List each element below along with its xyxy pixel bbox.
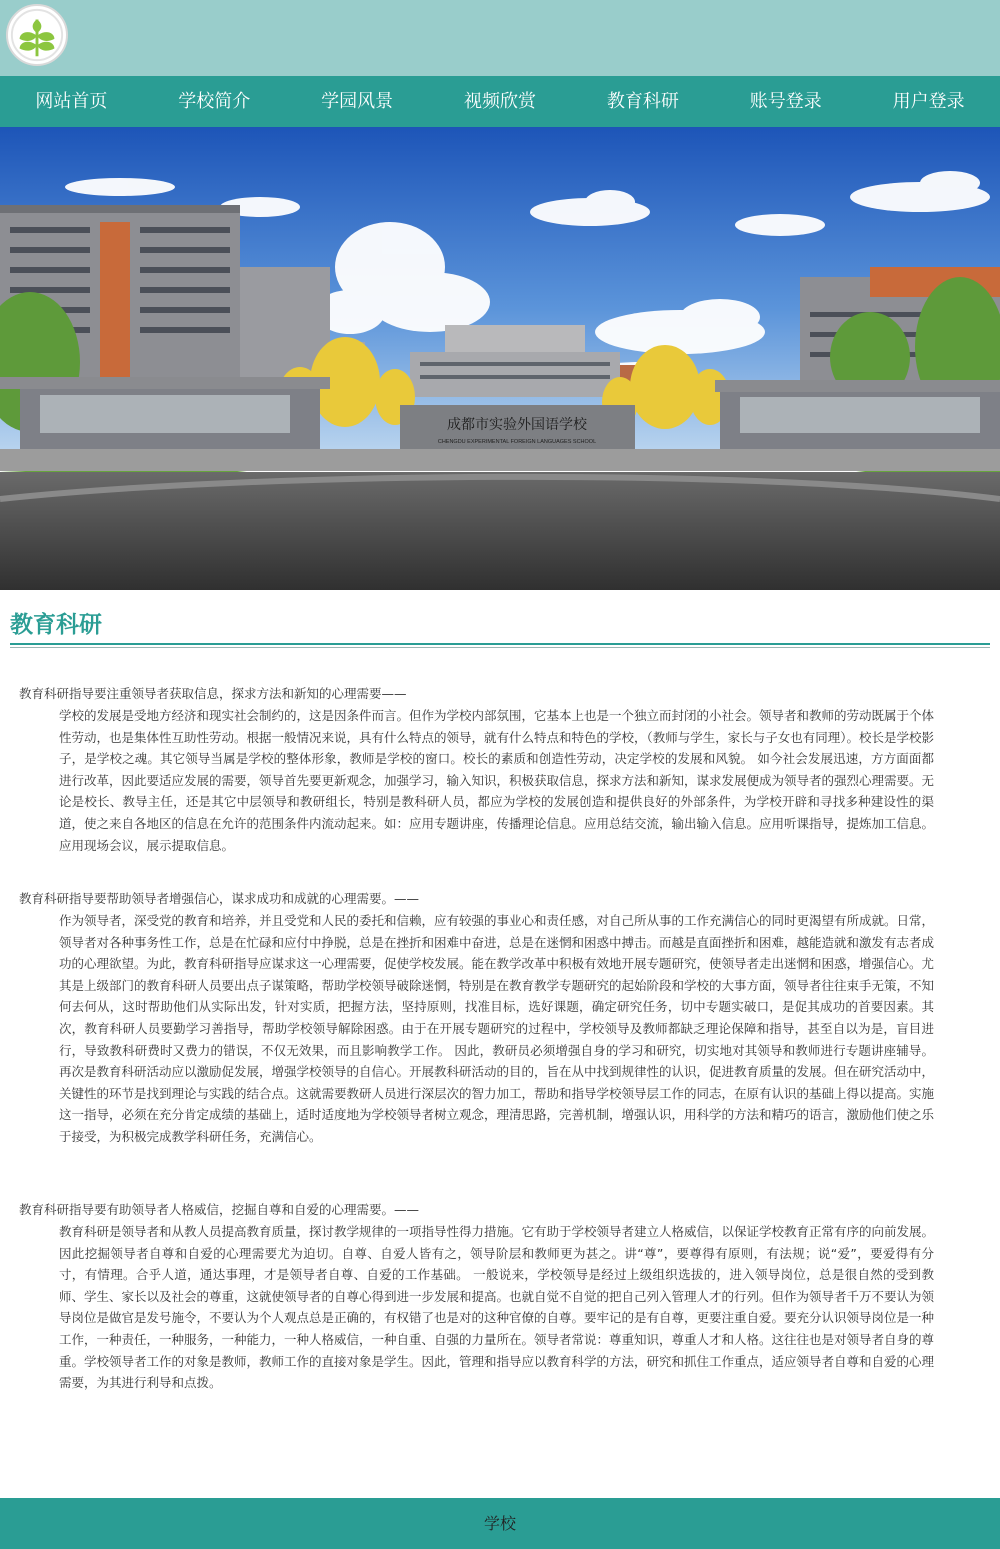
section-body: 教育科研是领导者和从教人员提高教育质量，探讨教学规律的一项指导性得力措施。它有助于学校领导者建立人格威信，以保证学校教育正常有序的向前发展。因此挖掘领导者自尊和自爱的心理需要尤为迫切。自尊、自爱人皆有之，领导阶层和教师更为甚之。讲“尊”，要尊得有原则，有法规；说“爱”，要爱得有分寸，有情理。合乎人道，通达事理，才是领导者自尊、自爱的工作基础。 一般说来，学校领导是经过上级组织选拔的，进入领导岗位，总是很自然的受到教师、学生、家长以及社会的尊重，这就使领导者的自尊心得到进一步发展和提高。也就自觉不自觉的把自己列入管理人才的行列。但作为领导者千万不要认为领导岗位是做官是发号施令，不要认为个人观点总是正确的，有权错了也是对的这种官僚的自尊。要牢记的是有自尊，更要注重自爱。要充分认识领导岗位是一种工作，一种责任，一种服务，一种能力，一种人格威信，一种自重、自强的力量所在。领导者常说：尊重知识，尊重人才和人格。这往往也是对领导者自身的尊重。学校领导者工作的对象是教师，教师工作的直接对象是学生。因此，管理和指导应以教育科学的方法，研究和抓住工作重点，适应领导者自尊和自爱的心理需要，为其进行利导和点拨。 [59, 1224, 935, 1391]
header [0, 0, 1000, 76]
nav-item-home[interactable]: 网站首页 [35, 91, 108, 112]
nav-item-research[interactable]: 教育科研 [606, 91, 679, 112]
nav-item-videos[interactable]: 视频欣赏 [464, 91, 536, 112]
nav-item-school-intro[interactable]: 学校简介 [178, 91, 251, 112]
title-divider [10, 643, 990, 645]
section-heading: 教育科研指导要注重领导者获取信息，探求方法和新知的心理需要—— [19, 686, 407, 701]
gate-sign-text: 成都市实验外国语学校 [447, 418, 587, 433]
nav-item-user-login[interactable]: 用户登录 [892, 91, 965, 112]
nav-item-campus-scenery[interactable]: 学园风景 [321, 91, 394, 112]
nav-item-account-login[interactable]: 账号登录 [749, 91, 822, 112]
leaf-sprout-logo-icon [8, 6, 66, 64]
footer: 学校 [0, 1498, 1000, 1549]
section-body: 学校的发展是受地方经济和现实社会制约的，这是因条件而言。但作为学校内部氛围，它基本上也是一个独立而封闭的小社会。领导者和教师的劳动既属于个体性劳动，也是集体性互助性劳动。根据一般情况来说，具有什么特点的领导，就有什么特点和特色的学校，（教师与学生，家长与子女也有同理）。校长是学校影子，是学校之魂。其它领导当属是学校的整体形象，教师是学校的窗口。校长的素质和创造性劳动，决定学校的发展和风貌。 如今社会发展迅速，方方面面都进行改革，因此要适应发展的需要，领导首先要更新观念，加强学习，输入知识，积极获取信息，探求方法和新知，谋求发展便成为领导者的强烈心理需要。无论是校长、教导主任，还是其它中层领导和教研组长，特别是教科研人员，都应为学校的发展创造和提供良好的外部条件，为学校开辟和寻找多种建设性的渠道，使之来自各地区的信息在允许的范围条件内流动起来。如：应用专题讲座，传播理论信息。应用总结交流，输出输入信息。应用听课指导，提炼加工信息。应用现场会议，展示提取信息。 [59, 708, 935, 853]
section-heading: 教育科研指导要帮助领导者增强信心，谋求成功和成就的心理需要。—— [19, 891, 420, 906]
article-section-3 [19, 1199, 934, 1394]
article-section-2 [19, 888, 934, 1148]
section-body: 作为领导者，深受党的教育和培养，并且受党和人民的委托和信赖，应有较强的事业心和责任感，对自己所从事的工作充满信心的同时更渴望有所成就。日常，领导者对各种事务性工作，总是在忙碌和应付中挣脱，总是在挫折和困难中奋进，总是在迷惘和困惑中搏击。而越是直面挫折和困难，越能造就和激发有志者成功的心理欲望。为此，教育科研指导应谋求这一心理需要，促使学校发展。能在教学改革中积极有效地开展专题研究，使领导者走出迷惘和困惑，增强信心。尤其是上级部门的教育科研人员要出点子谋策略，帮助学校领导破除迷惘，特别是在教育教学专题研究的起始阶段和学校的大事方面，领导者往往束手无策，不知何去何从，这时帮助他们从实际出发，针对实质，把握方法，坚持原则，找准目标，选好课题，确定研究任务，切中专题实破口，是促其成功的首要因素。其次，教育科研人员要勤学习善指导，帮助学校领导解除困惑。由于在开展专题研究的过程中，学校领导及教师都缺乏理论保障和指导，甚至自以为是，盲目进行，导致教科研费时又费力的错误，不仅无效果，而且影响教学工作。 因此，教研员必须增强自身的学习和研究，切实地对其领导和教师进行专题讲座辅导。再次是教育科研活动应以激励促发展，增强学校领导的自信心。开展教科研活动的目的，旨在从中找到规律性的认识，促进教育质量的发展。但在研究活动中，关键性的环节是找到理论与实践的结合点。这就需要教研人员进行深层次的智力加工，帮助和指导学校领导层工作的同志，在原有认识的基础上得以提高。实施这一指导，必须在充分肯定成绩的基础上，适时适度地为学校领导者树立观念，理清思路，完善机制，增强认识，用科学的方法和精巧的语言，激励他们使之乐于接受，为积极完成教学科研任务，充满信心。 [59, 913, 935, 1144]
gate-sign-subtitle: CHENGDU EXPERIMENTAL FOREIGN LANGUAGES SCHOOL [437, 439, 597, 445]
campus-banner-image [0, 127, 1000, 590]
section-heading: 教育科研指导要有助领导者人格威信，挖掘自尊和自爱的心理需要。—— [19, 1202, 420, 1217]
article-section-1 [19, 683, 934, 856]
page-title: 教育科研 [10, 612, 102, 638]
title-divider-thin [10, 647, 990, 648]
school-logo[interactable] [6, 4, 68, 66]
main-nav [0, 76, 1000, 127]
